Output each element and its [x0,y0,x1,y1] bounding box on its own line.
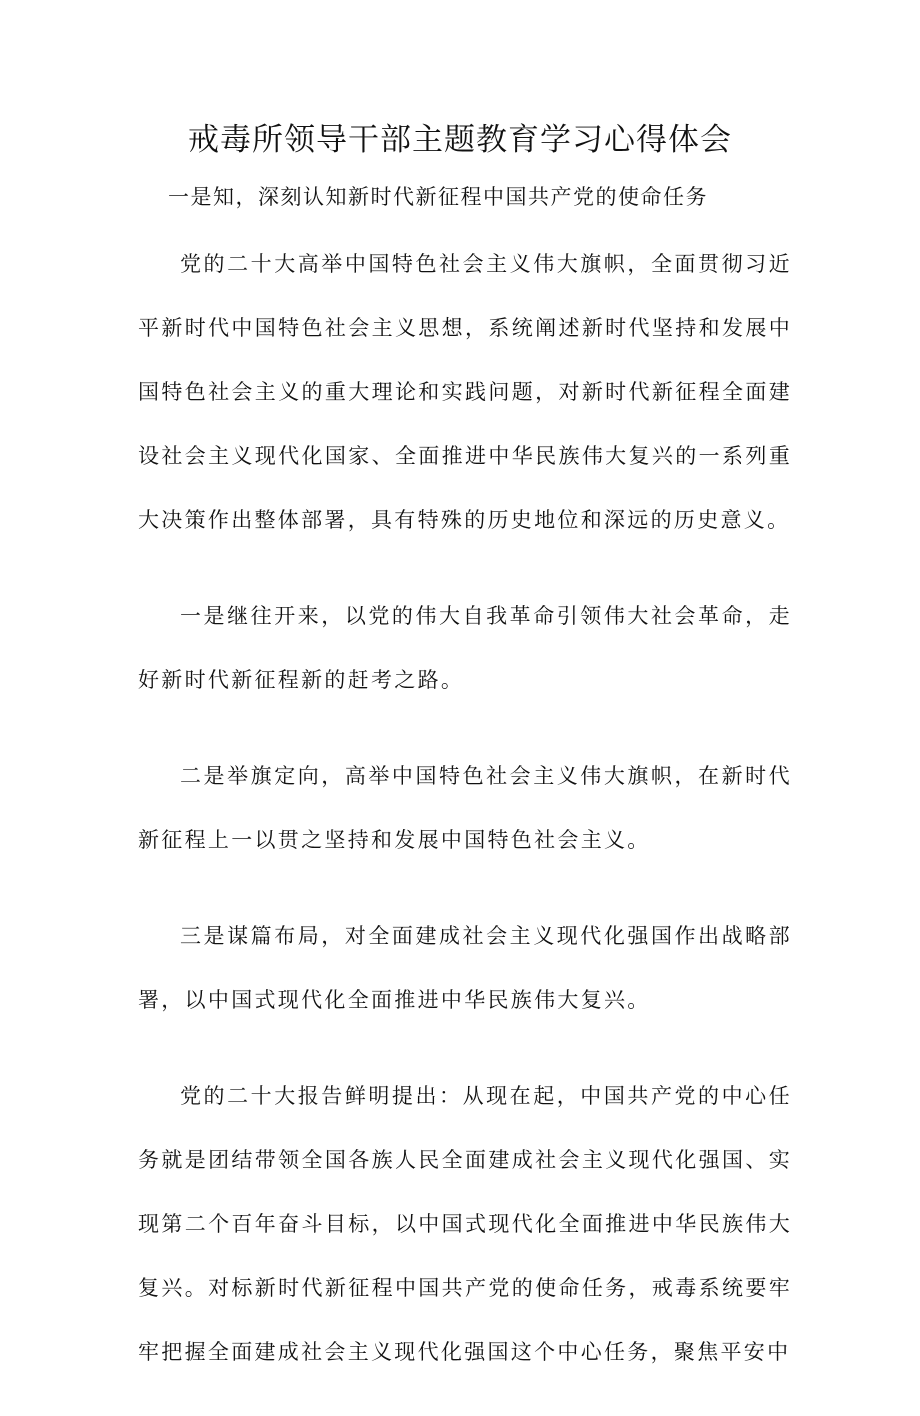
paragraph: 一是继往开来，以党的伟大自我革命引领伟大社会革命，走好新时代新征程新的赶考之路。 [138,604,792,692]
document-title: 戒毒所领导干部主题教育学习心得体会 [188,122,732,158]
section-heading: 一是知，深刻认知新时代新征程中国共产党的使命任务 [168,185,708,209]
document-body [138,232,792,1416]
paragraph: 三是谋篇布局，对全面建成社会主义现代化强国作出战略部署，以中国式现代化全面推进中华民族伟大复兴。 [138,924,792,1012]
paragraph: 党的二十大高举中国特色社会主义伟大旗帜，全面贯彻习近平新时代中国特色社会主义思想，系统阐述新时代坚持和发展中国特色社会主义的重大理论和实践问题，对新时代新征程全面建设社会主义现代化国家、全面推进中华民族伟大复兴的一系列重大决策作出整体部署，具有特殊的历史地位和深远的历史意义。 [138,252,792,532]
paragraph: 二是举旗定向，高举中国特色社会主义伟大旗帜，在新时代新征程上一以贯之坚持和发展中国特色社会主义。 [138,764,792,852]
paragraph: 党的二十大报告鲜明提出：从现在起，中国共产党的中心任务就是团结带领全国各族人民全面建成社会主义现代化强国、实现第二个百年奋斗目标，以中国式现代化全面推进中华民族伟大复兴。对标新时代新征程中国共产党的使命任务，戒毒系统要牢牢把握全面建成社会主义现代化强国这个中心任务，聚焦平安中 [138,1084,792,1364]
